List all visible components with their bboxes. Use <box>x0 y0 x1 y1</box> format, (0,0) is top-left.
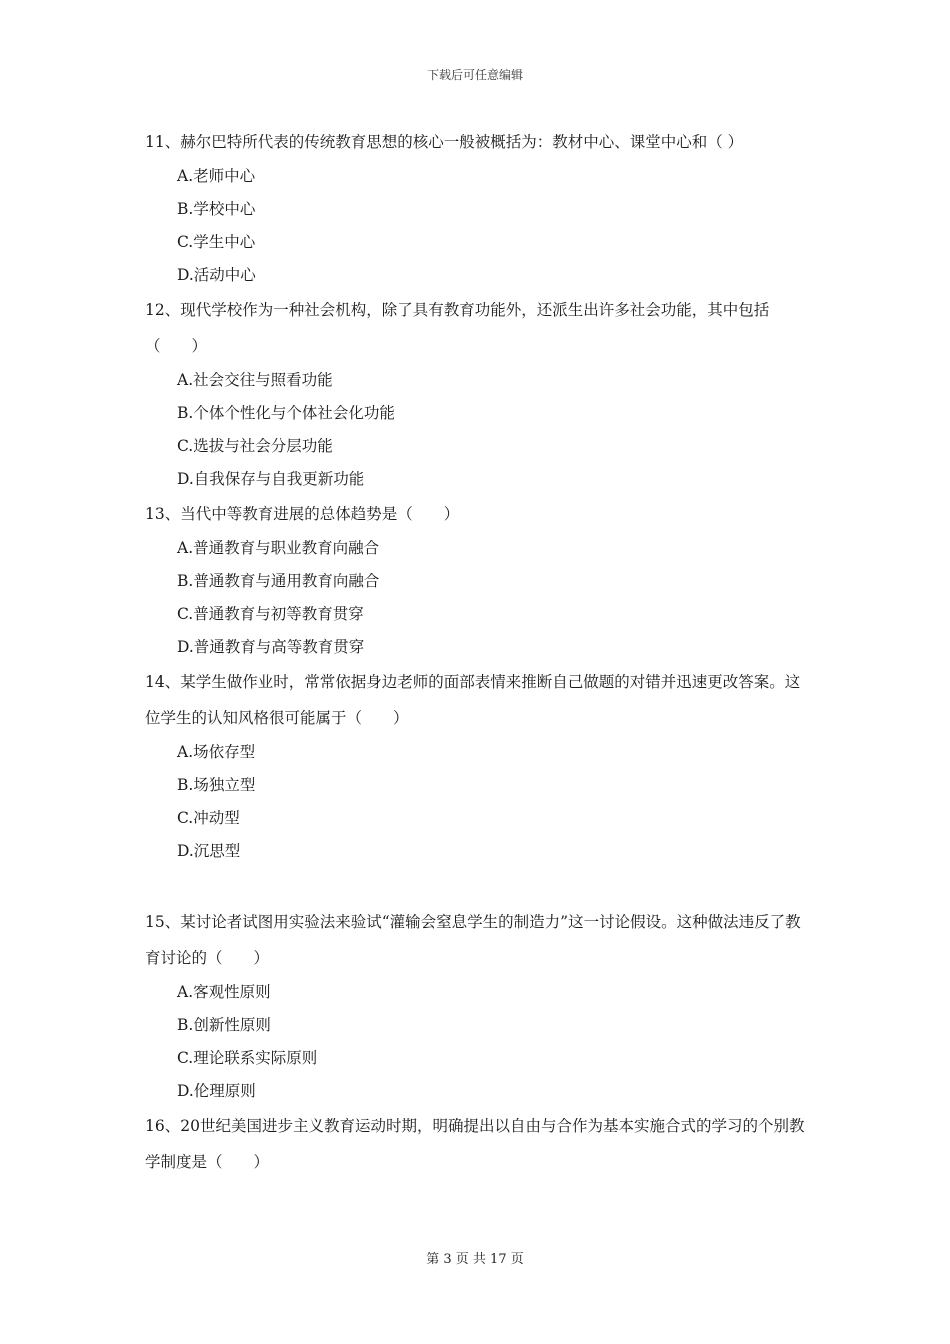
option-b: B.普通教育与通用教育向融合 <box>177 572 380 590</box>
question-15 <box>145 904 810 1108</box>
question-16 <box>145 1108 810 1180</box>
question-11 <box>145 124 810 292</box>
page-header: 下载后可任意编辑 <box>426 68 523 82</box>
page-footer: 第 3 页 共 17 页 <box>426 1252 524 1267</box>
option-c: C.学生中心 <box>177 233 256 251</box>
option-d: D.伦理原则 <box>177 1082 256 1100</box>
question-stem: 12、现代学校作为一种社会机构，除了具有教育功能外，还派生出许多社会功能，其中包括（ ） <box>145 301 770 355</box>
option-a: A.客观性原则 <box>177 983 271 1001</box>
option-a: A.场依存型 <box>177 743 256 761</box>
question-stem: 16、20世纪美国进步主义教育运动时期，明确提出以自由与合作为基本实施合式的学习的个别教学制度是（ ） <box>145 1117 805 1171</box>
option-b: B.个体个性化与个体社会化功能 <box>177 404 395 422</box>
option-c: C.普通教育与初等教育贯穿 <box>177 605 364 623</box>
option-a: A.普通教育与职业教育向融合 <box>177 539 380 557</box>
option-a: A.社会交往与照看功能 <box>177 371 333 389</box>
option-d: D.沉思型 <box>177 842 241 860</box>
option-b: B.创新性原则 <box>177 1016 271 1034</box>
option-b: B.场独立型 <box>177 776 256 794</box>
question-stem: 15、某讨论者试图用实验法来验试“灌输会窒息学生的制造力”这一讨论假设。这种做法违反了教育讨论的（ ） <box>145 913 801 967</box>
option-c: C.冲动型 <box>177 809 240 827</box>
question-stem: 14、某学生做作业时，常常依据身边老师的面部表情来推断自己做题的对错并迅速更改答案。这位学生的认知风格很可能属于（ ） <box>145 673 801 727</box>
question-12 <box>145 292 810 496</box>
option-d: D.自我保存与自我更新功能 <box>177 470 365 488</box>
question-13 <box>145 496 810 664</box>
question-stem: 13、当代中等教育进展的总体趋势是（ ） <box>145 505 460 523</box>
question-14 <box>145 664 810 868</box>
question-list <box>145 124 810 1180</box>
option-c: C.理论联系实际原则 <box>177 1049 318 1067</box>
option-a: A.老师中心 <box>177 167 256 185</box>
option-c: C.选拔与社会分层功能 <box>177 437 333 455</box>
question-stem: 11、赫尔巴特所代表的传统教育思想的核心一般被概括为：教材中心、课堂中心和（ ） <box>145 133 744 151</box>
option-b: B.学校中心 <box>177 200 256 218</box>
option-d: D.活动中心 <box>177 266 256 284</box>
option-d: D.普通教育与高等教育贯穿 <box>177 638 365 656</box>
